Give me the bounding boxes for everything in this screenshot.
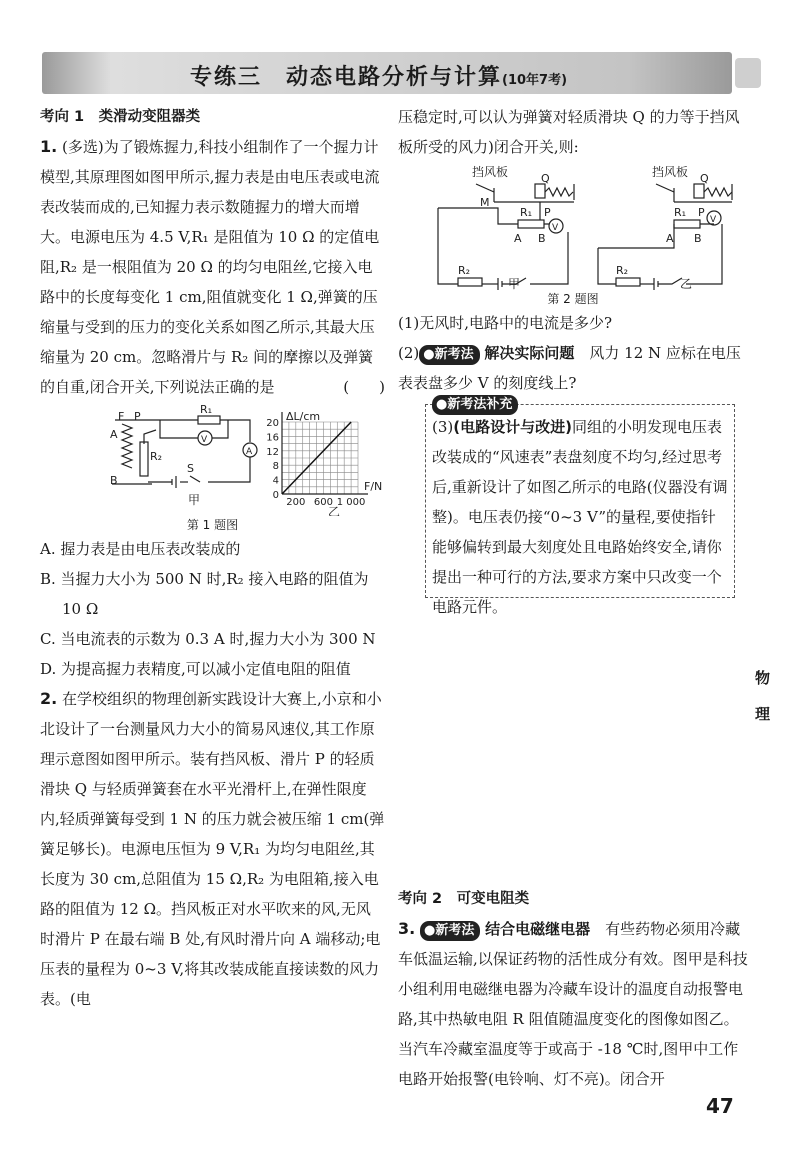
jia-r1: [518, 220, 544, 228]
x-tick-label: 1 000: [336, 497, 366, 508]
question-2-continued: 压稳定时,可以认为弹簧对轻质滑块 Q 的力等于挡风板所受的风力)闭合开关,则:: [398, 108, 740, 156]
fig2-jia-M: M: [480, 196, 490, 209]
figure-2-caption: 第 2 题图: [547, 292, 599, 306]
question-3: [398, 914, 748, 1094]
new-method-tag: ●新考法: [419, 345, 479, 365]
question-3-text: 有些药物必须用冷藏车低温运输,以保证药物的活性成分有效。图甲是科技小组利用电磁继电器为冷藏车设计的温度自动报警电路,其中热敏电阻 R 阻值随温度变化的图像如图乙。当汽车冷藏室温度等于或高于 -18 ℃时,图甲中工作电路开始报警(电铃响、灯不亮)。闭合开: [398, 920, 748, 1088]
y-tick-label: 8: [272, 461, 279, 473]
fig2-jia-V: V: [552, 223, 559, 233]
side-char-2: 理: [755, 705, 771, 723]
label-V: V: [201, 435, 208, 445]
fig2-jia-label: 甲: [508, 277, 521, 290]
option-c: C. 当电流表的示数为 0.3 A 时,握力大小为 300 N: [40, 630, 376, 648]
fig2-yi-A: A: [666, 232, 674, 245]
page-number: 47: [706, 1094, 734, 1118]
right-column: [398, 102, 748, 398]
label-A: A: [110, 428, 118, 441]
question-1: [40, 132, 385, 402]
question-3-bold: 结合电磁继电器: [485, 920, 591, 938]
left-column: [40, 102, 385, 1014]
supplement-prefix: (3): [432, 418, 454, 436]
question-2-sub-1: (1)无风时,电路中的电流是多少?: [398, 314, 613, 332]
option-d: D. 为提高握力表精度,可以减小定值电阻的阻值: [40, 660, 351, 678]
fig2-jia-Q: Q: [541, 172, 550, 185]
question-1-options: [40, 534, 385, 684]
fig2-yi-R2: R₂: [616, 264, 629, 277]
circuit-jia: [112, 416, 257, 488]
figure-1-caption: 第 1 题图: [186, 518, 239, 532]
fig2-yi-dangfengban: 挡风板: [652, 165, 689, 179]
fig2-yi-Q: Q: [700, 172, 709, 185]
supplement-bold: (电路设计与改进): [453, 418, 572, 436]
graph-yi: [266, 410, 382, 516]
fig2-jia-B: B: [538, 232, 546, 245]
fig2-yi-V: V: [710, 215, 717, 225]
fig2-jia-P: P: [544, 206, 551, 219]
y-tick-label: 20: [266, 418, 279, 429]
fig2-yi-P: P: [698, 206, 705, 219]
y-tick-label: 4: [272, 475, 279, 487]
banner-tab: [735, 58, 761, 88]
y-axis-label: ΔL/cm: [286, 410, 321, 423]
label-S: S: [187, 462, 194, 475]
title-text: 专练三 动态电路分析与计算: [190, 65, 503, 90]
resistor-r1: [198, 416, 220, 424]
section-heading-1: 考向 1 类滑动变阻器类: [40, 109, 201, 125]
question-2-text: 在学校组织的物理创新实践设计大赛上,小京和小北设计了一台测量风力大小的简易风速仪,其工作原理示意图如图甲所示。装有挡风板、滑片 P 的轻质滑块 Q 与轻质弹簧套在水平光滑杆上,在弹性限度内,轻质弹簧每受到 1 N 的压力就会被压缩 1 cm(弹簧足够长)。电源电压恒为 9 V,R₁ 为均匀电阻丝,其长度为 30 cm,总阻值为 15 Ω,R₂ 为电阻箱,接入电路的阻值为 12 Ω。挡风板正对水平吹来的风,无风时滑片 P 在最右端 B 处,有风时滑片向 A 端移动;电压表的量程为 0~3 V,将其改装成能直接读数的风力表。(电: [40, 690, 385, 1008]
question-1-number: 1.: [40, 137, 58, 156]
section-heading-2: 考向 2 可变电阻类: [398, 891, 530, 907]
sub-2-bold: 解决实际问题: [484, 344, 575, 362]
fig2-yi-R1: R₁: [674, 206, 687, 219]
option-a: A. 握力表是由电压表改装成的: [40, 540, 241, 558]
y-tick-label: 12: [266, 446, 279, 458]
question-3-number: 3.: [398, 919, 416, 938]
fig2-jia-dangfengban: 挡风板: [472, 165, 509, 179]
fig2-jia-R2: R₂: [458, 264, 471, 277]
fig2-jia-A: A: [514, 232, 522, 245]
label-R1: R₁: [200, 404, 213, 416]
side-char-1: 物: [755, 669, 771, 687]
fig2-jia-R1: R₁: [520, 206, 533, 219]
new-method-tag-text: 新考法: [434, 347, 474, 362]
question-2: [40, 684, 385, 1014]
figure-1: [40, 404, 385, 516]
title-subtitle: (10年7考): [502, 73, 568, 88]
option-b: B. 当握力大小为 500 N 时,R₂ 接入电路的阻值为 10 Ω: [40, 570, 369, 618]
question-3-tag: ●新考法: [420, 921, 480, 941]
x-axis-label: F/N: [364, 480, 383, 493]
supplement-body: 同组的小明发现电压表改装成的“风速表”表盘刻度不均匀,经过思考后,重新设计了如图乙所示的电路(仪器没有调整)。电压表仍接“0~3 V”的量程,要使指针能够偏转到最大刻度处且电路始终安全,请你提出一种可行的方法,要求方案中只改变一个电路元件。: [432, 418, 728, 616]
subject-side-label: [755, 660, 773, 732]
resistor-r2: [140, 442, 148, 476]
question-2-sub-2: [398, 338, 748, 398]
question-2-number: 2.: [40, 689, 58, 708]
question-1-text: (多选)为了锻炼握力,科技小组制作了一个握力计模型,其原理图如图甲所示,握力表是由电压表或电流表改装而成的,已知握力表示数随握力的增大而增大。电源电压为 4.5 V,R₁ 是阻值为 10 Ω 的定值电阻,R₂ 是一根阻值为 20 Ω 的均匀电阻丝,它接入电路中的长度每变化 1 cm,阻值就变化 1 Ω,弹簧的压缩量与受到的压力的变化关系如图乙所示,其最大压缩量为 20 cm。忽略滑片与 R₂ 间的摩擦以及弹簧的自重,闭合开关,下列说法正确的是: [40, 138, 380, 396]
figure-2: [398, 162, 748, 290]
y-tick-label: 0: [272, 490, 279, 501]
label-B: B: [110, 474, 118, 487]
label-R2: R₂: [150, 450, 163, 463]
label-jia: 甲: [188, 493, 201, 507]
supplement-tag: ●新考法补充: [432, 395, 518, 415]
fig2-yi-B: B: [694, 232, 702, 245]
answer-paren: ( ): [343, 378, 385, 396]
x-tick-label: 200: [286, 497, 306, 508]
label-yi: 乙: [328, 505, 341, 516]
supplement-text: [432, 412, 728, 622]
question-3-tag-text: 新考法: [435, 923, 475, 938]
label-P: P: [134, 410, 141, 423]
section-2-block: [398, 884, 748, 1094]
label-F: F: [118, 410, 125, 423]
x-tick-label: 600: [313, 497, 334, 508]
label-Am: A: [246, 447, 253, 457]
page-title: [190, 60, 567, 91]
y-tick-label: 16: [266, 432, 279, 444]
sub-2-text: 风力 12 N 应标在电压表表盘多少 V 的刻度线上?: [398, 344, 741, 392]
fig2-yi-label: 乙: [680, 277, 693, 290]
spring: [122, 424, 132, 468]
supplement-tag-text: 新考法补充: [447, 397, 513, 412]
sub-2-prefix: (2): [398, 344, 420, 362]
